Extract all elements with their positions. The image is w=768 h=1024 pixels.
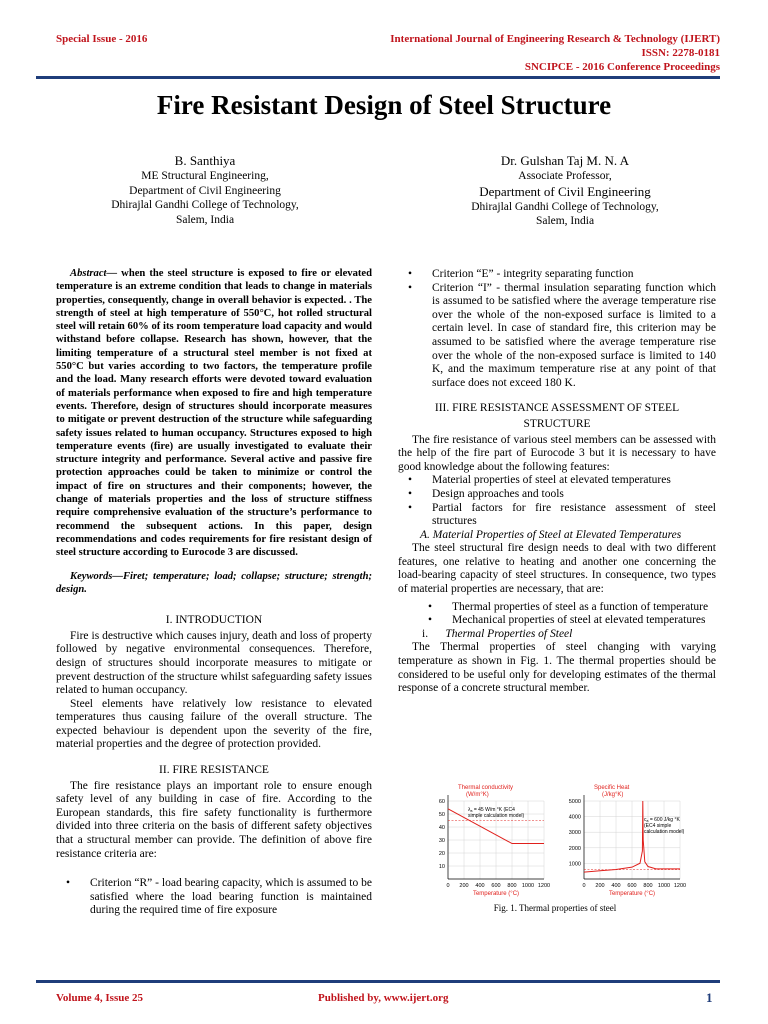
section-3-heading-line-1: III. FIRE RESISTANCE ASSESSMENT OF STEEL xyxy=(434,402,680,415)
subsection-a-heading: A. Material Properties of Steel at Elevated Temperatures xyxy=(420,528,682,541)
conductivity-x-label: Temperature (°C) xyxy=(472,891,520,897)
criterion-e xyxy=(398,268,716,282)
paper-title: Fire Resistant Design of Steel Structure xyxy=(156,90,612,120)
features-item-1: Material properties of steel at elevated temperatures xyxy=(432,474,671,487)
conductivity-title-unit: (W/m°K) xyxy=(466,792,489,798)
criterion-e-text: Criterion “E” - integrity separating function xyxy=(432,268,634,280)
specific-heat-x-tick-label: 1200 xyxy=(673,883,687,889)
annotation-subscript: a xyxy=(646,819,649,823)
bullet: • xyxy=(408,281,413,294)
author-1-name: B. Santhiya xyxy=(174,153,236,168)
figure-thermal-properties xyxy=(424,781,692,915)
conductivity-x-tick-label: 600 xyxy=(491,883,501,889)
criteria-list-right xyxy=(398,268,716,390)
specific-heat-y-tick-label: 2000 xyxy=(568,845,581,852)
left-column xyxy=(56,267,372,918)
footer-volume: Volume 4, Issue 25 xyxy=(56,992,143,1004)
annotation-symbol: c xyxy=(644,817,647,823)
conductivity-y-tick-label: 10 xyxy=(438,864,445,870)
header-journal: International Journal of Engineering Research & Technology (IJERT) xyxy=(390,33,720,45)
annotation-subscript: a xyxy=(470,809,473,813)
conductivity-x-tick-label: 1200 xyxy=(537,883,551,889)
criterion-r-text: Criterion “R” - load bearing capacity, which is assumed to be satisfied where the load bearing function is maintained during the required time of fire exposure xyxy=(90,877,372,917)
properties-list xyxy=(398,601,716,628)
conductivity-y-tick-label: 40 xyxy=(438,825,445,831)
conductivity-x-tick-label: 400 xyxy=(475,883,485,889)
subsection-i-heading xyxy=(398,628,716,642)
bullet: • xyxy=(408,487,413,500)
criteria-list-left xyxy=(56,877,372,918)
header-issn: ISSN: 2278-0181 xyxy=(641,47,720,59)
conductivity-x-tick-label: 800 xyxy=(507,883,517,889)
features-item-2: Design approaches and tools xyxy=(432,487,564,500)
section-2-paragraph-1: The fire resistance plays an important role to ensure enough safety level of any building in case of fire. According to the European standards, this fire safety functionality is furthermore divided into three criteria on the basis of different safety objectives that a structural member can provide. The definition of above fire resistance criteria are: xyxy=(56,779,372,860)
features-list-item xyxy=(398,502,716,529)
annotation-value: = 45 W/m °K (EC4 xyxy=(472,807,515,813)
section-1-paragraph-2: Steel elements have relatively low resistance to elevated temperatures thus causing failure of the overall structure. The expected behaviour is dependent upon the severity of the fire, material properties and the degree of protection provided. xyxy=(56,697,372,751)
conductivity-x-tick-label: 0 xyxy=(446,883,450,889)
bullet: • xyxy=(66,877,71,890)
specific-heat-title-unit: (J/kg°K) xyxy=(602,792,624,798)
specific-heat-x-tick-label: 600 xyxy=(627,883,637,889)
conductivity-x-tick-label: 200 xyxy=(459,883,469,889)
section-1-heading: I. INTRODUCTION xyxy=(165,614,263,627)
right-column xyxy=(398,268,716,696)
abstract-label: Abstract— xyxy=(70,268,118,279)
conductivity-y-tick-label: 30 xyxy=(438,838,445,844)
section-1-paragraph-1: Fire is destructive which causes injury, death and loss of property followed by negative environmental consequences. Therefore, design of structures should incorporate measures to mitigate or prevent destruction of the structure whilst safeguarding safety issues related to human occupancy. xyxy=(56,629,372,697)
conductivity-y-tick-label: 60 xyxy=(438,799,445,805)
header-conference: SNCIPCE - 2016 Conference Proceedings xyxy=(524,61,720,73)
specific-heat-x-tick-label: 400 xyxy=(611,883,621,889)
section-3-paragraph-2: The steel structural fire design needs to deal with two different features, one relative to heating and another one concerning the load-bearing capacity of steel structures. In consequence, two types of material properties are necessary, that are: xyxy=(398,542,716,596)
properties-list-item xyxy=(398,614,716,628)
section-2-heading: II. FIRE RESISTANCE xyxy=(159,764,269,777)
properties-item-2: Mechanical properties of steel at elevated temperatures xyxy=(452,614,706,627)
specific-heat-y-tick-label: 3000 xyxy=(568,830,581,837)
bullet: • xyxy=(408,474,413,487)
annotation-value: = 600 J/kg °K xyxy=(648,817,680,823)
properties-list-item xyxy=(398,601,716,615)
specific-heat-annotation-line-3: calculation model) xyxy=(644,829,685,835)
features-list-item xyxy=(398,474,716,488)
header-rule xyxy=(36,76,720,79)
section-3-heading-line-2: STRUCTURE xyxy=(523,417,591,430)
footer-published: Published by, www.ijert.org xyxy=(318,992,449,1004)
features-item-3: Partial factors for fire resistance assessment of steel structures xyxy=(432,501,716,528)
header-special-issue: Special Issue - 2016 xyxy=(56,33,148,45)
author-1-line3: Dhirajlal Gandhi College of Technology, xyxy=(111,199,299,211)
subsection-i-number: i. xyxy=(422,627,429,640)
bullet: • xyxy=(428,600,433,613)
specific-heat-x-tick-label: 200 xyxy=(595,883,605,889)
abstract-text: when the steel structure is exposed to fire or elevated temperature is an extreme condition that leads to change in materials properties, consequently, change in overall behavior is expected. . The strength of steel at high temperature of 550°C, hot rolled structural steel will retain 60% of its room temperature load capacity and would withstand before collapse. Research has shown, however, that the limiting temperature of a structural steel member is not fixed at 550°C but varies according to two factors, the temperature profile and the load. Many research efforts were devoted toward evaluation of materials performance when exposed to fire and high temperature events. Therefore, design of structures should incorporate measures to mitigate or prevent destruction of the structure while safeguarding safety issues related to human occupancy. Structures exposed to high temperature events (fire) are usually investigated to evaluate their structure integrity and performance. Several active and passive fire protection approaches could be taken to minimize or control the impact of fire on structures and their components; however, the change of materials properties and the loss of structure stiffness require comprehensive evaluation of the structure’s performance to recommend the subsequent actions. In this paper, design recommendations and codes requirements for fire resistant design of steel structure according to Eurocode 3 are discussed. xyxy=(56,268,372,559)
specific-heat-y-tick-label: 5000 xyxy=(568,799,581,805)
author-1-line1: ME Structural Engineering, xyxy=(141,170,269,182)
author-1-line2: Department of Civil Engineering xyxy=(129,184,281,197)
specific-heat-x-tick-label: 0 xyxy=(582,883,586,889)
conductivity-title: Thermal conductivity xyxy=(458,785,514,791)
conductivity-y-tick-label: 50 xyxy=(438,812,445,818)
figure-caption: Fig. 1. Thermal properties of steel xyxy=(493,903,617,913)
conductivity-x-tick-label: 1000 xyxy=(521,883,535,889)
author-1-line4: Salem, India xyxy=(175,213,235,226)
subsection-i-title: Thermal Properties of Steel xyxy=(445,627,573,640)
author-2 xyxy=(440,152,690,229)
footer-rule xyxy=(36,980,720,983)
specific-heat-title: Specific Heat xyxy=(594,785,630,791)
conductivity-annotation-line-2: simple calculation model) xyxy=(468,813,525,819)
specific-heat-x-tick-label: 800 xyxy=(643,883,653,889)
bullet: • xyxy=(408,501,413,514)
keywords: Keywords—Firet; temperature; load; collapse; structure; strength; design. xyxy=(56,570,372,595)
author-2-line1: Associate Professor, xyxy=(518,170,612,182)
bullet: • xyxy=(428,614,433,627)
bullet: • xyxy=(408,268,413,280)
specific-heat-annotation-line-2: (EC4 simple xyxy=(644,823,672,829)
features-list-item xyxy=(398,488,716,502)
section-3-paragraph-1: The fire resistance of various steel members can be assessed with the help of the fire part of Eurocode 3 but it is necessary to have good knowledge about the following features: xyxy=(398,433,716,473)
conductivity-y-tick-label: 20 xyxy=(438,851,445,857)
author-2-name: Dr. Gulshan Taj M. N. A xyxy=(500,153,630,168)
footer-page-number: 1 xyxy=(706,990,713,1005)
author-2-line4: Salem, India xyxy=(535,215,595,227)
abstract xyxy=(56,267,372,560)
criterion-r xyxy=(56,877,372,918)
specific-heat-y-tick-label: 4000 xyxy=(568,814,581,821)
section-3-paragraph-3: The Thermal properties of steel changing with varying temperature as shown in Fig. 1. The thermal properties should be considered to be useful only for developing estimates of the thermal response of a concrete structural member. xyxy=(398,641,716,695)
properties-item-1: Thermal properties of steel as a function of temperature xyxy=(452,600,709,613)
author-2-line2: Department of Civil Engineering xyxy=(479,183,651,199)
specific-heat-y-tick-label: 1000 xyxy=(568,861,581,868)
author-2-line3: Dhirajlal Gandhi College of Technology, xyxy=(471,200,659,213)
features-list xyxy=(398,474,716,528)
specific-heat-x-label: Temperature (°C) xyxy=(608,891,656,897)
author-1 xyxy=(80,152,330,227)
criterion-i xyxy=(398,282,716,391)
specific-heat-x-tick-label: 1000 xyxy=(657,883,671,889)
criterion-i-text: Criterion “I” - thermal insulation separating function which is assumed to be satisfied where the average temperature rise over the whole of the non-exposed surface is limited to a certain level. In case of standard fire, this criterion may be assumed to be satisfied where the average temperature rise over the whole of the non-exposed surface is limited to 140 K, and the maximum temperature rise at any point of that surface does not exceed 180 K. xyxy=(432,281,716,389)
annotation-symbol: λ xyxy=(468,807,471,813)
